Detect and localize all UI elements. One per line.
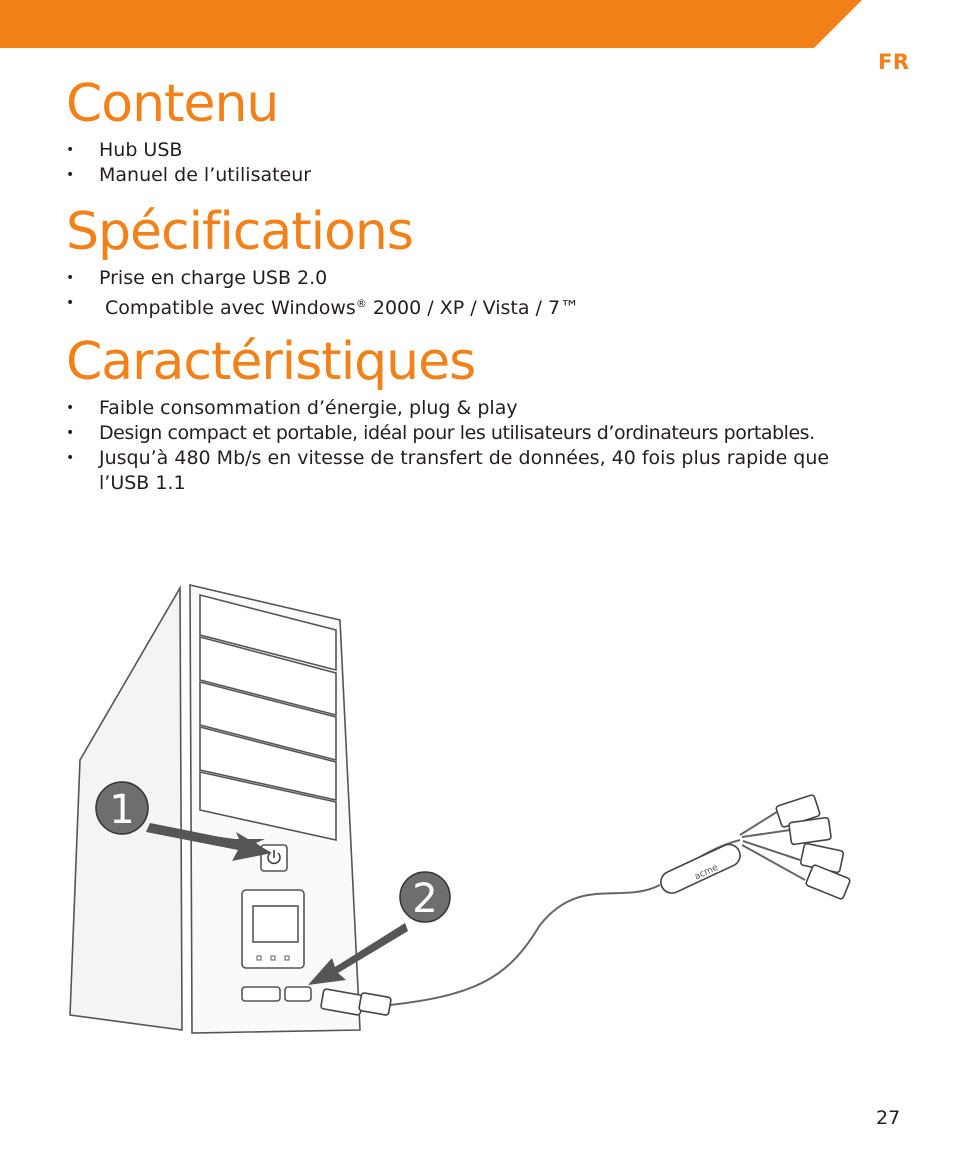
step-1-label: 1 xyxy=(109,787,135,833)
bullet: • xyxy=(66,425,74,441)
contenu-list xyxy=(66,138,876,188)
language-label: FR xyxy=(878,50,910,74)
bullet: • xyxy=(66,450,75,466)
bullet: • xyxy=(66,142,75,158)
list-item xyxy=(66,396,876,421)
list-item xyxy=(66,291,876,321)
list-item-text: Faible consommation d’énergie, plug & play xyxy=(99,397,518,419)
list-item-text: Compatible avec Windows xyxy=(99,297,356,319)
registered-mark: ® xyxy=(355,297,367,310)
list-item-text: Hub USB xyxy=(99,139,183,161)
heading-specifications: Spécifications xyxy=(66,202,413,262)
list-item-text: Jusqu’à 480 Mb/s en vitesse de transfert de données, 40 fois plus rapide que l’USB 1.1 xyxy=(99,447,830,494)
list-item xyxy=(66,421,876,446)
bullet: • xyxy=(66,400,75,416)
list-item-text: 2000 / XP / Vista / 7™ xyxy=(366,297,580,319)
heading-caracteristiques: Caractéristiques xyxy=(66,332,476,392)
pc-usb-hub-illustration xyxy=(60,575,880,1055)
list-item xyxy=(66,163,876,188)
list-item xyxy=(66,446,844,496)
page-number: 27 xyxy=(876,1107,901,1129)
specifications-list xyxy=(66,266,876,321)
list-item xyxy=(66,266,876,291)
bullet: • xyxy=(66,167,75,183)
brand-label: acme xyxy=(693,862,720,883)
list-item xyxy=(66,138,876,163)
bullet: • xyxy=(66,270,75,286)
list-item-text: Design compact et portable, idéal pour les utilisateurs d’ordinateurs portables. xyxy=(99,422,815,444)
list-item-text: Manuel de l’utilisateur xyxy=(99,164,312,186)
step-2-label: 2 xyxy=(412,876,438,922)
bullet: • xyxy=(66,295,75,311)
list-item-text: Prise en charge USB 2.0 xyxy=(99,267,328,289)
caracteristiques-list xyxy=(66,396,876,496)
header-band xyxy=(0,0,954,48)
heading-contenu: Contenu xyxy=(66,74,279,134)
